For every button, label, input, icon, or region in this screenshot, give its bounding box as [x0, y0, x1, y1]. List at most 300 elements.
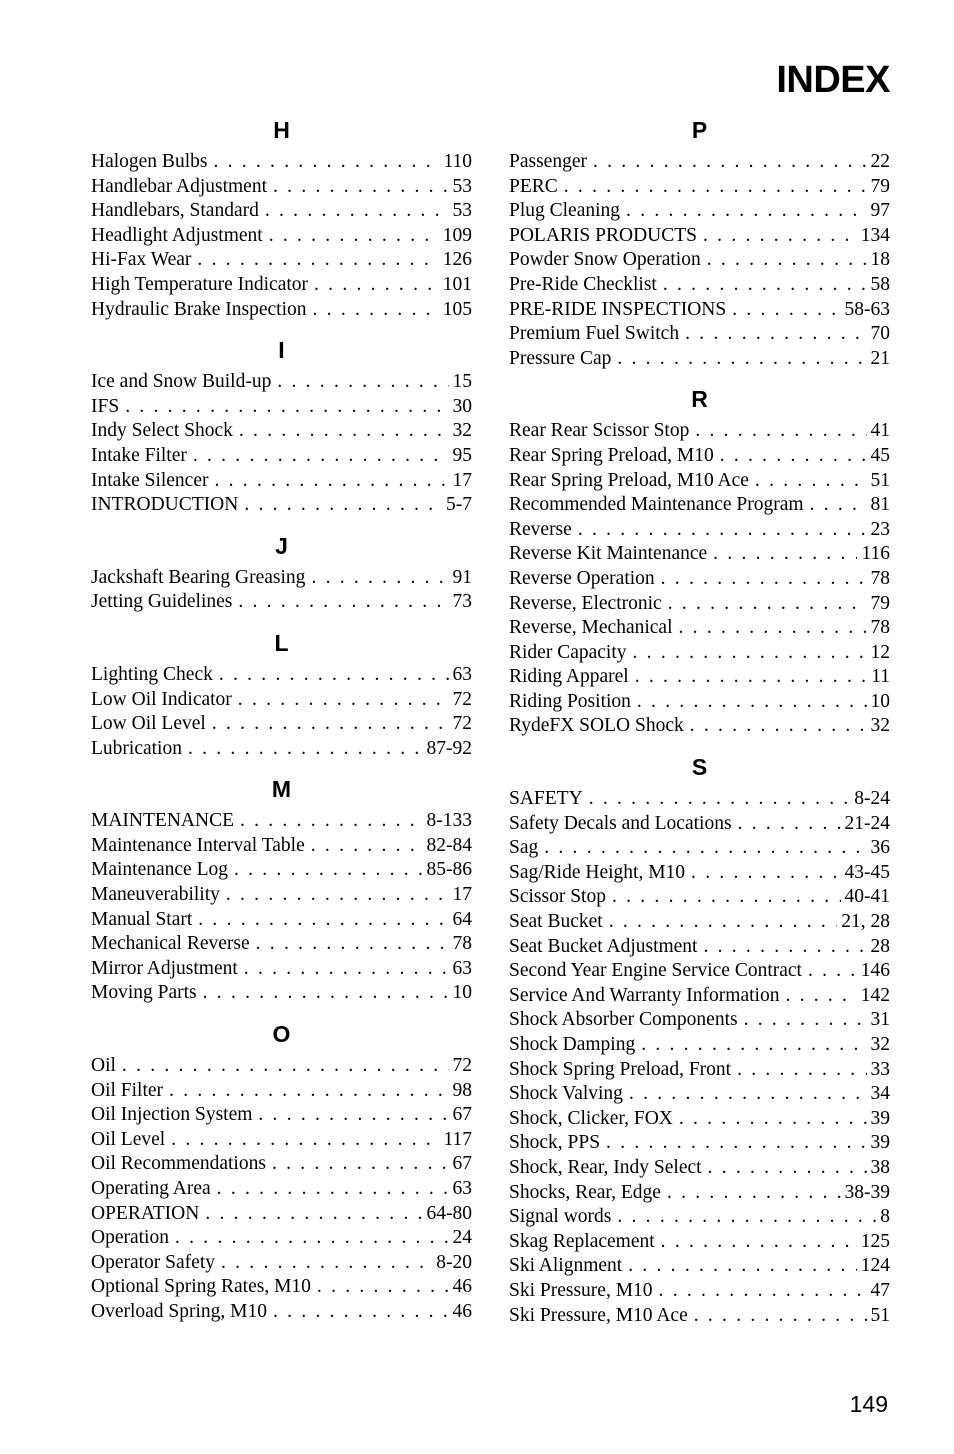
dot-leader — [277, 370, 448, 395]
entry-page-ref: 117 — [443, 1128, 472, 1150]
index-entry — [509, 175, 890, 200]
entry-term: Intake Filter — [91, 444, 187, 466]
section-letter: O — [272, 1021, 291, 1048]
index-section — [509, 385, 890, 739]
entry-page-ref: 70 — [870, 323, 890, 345]
entry-term: Riding Position — [509, 690, 631, 712]
dot-leader — [695, 419, 866, 444]
entry-page-ref: 28 — [870, 935, 890, 957]
index-entry — [91, 1152, 472, 1177]
entry-page-ref: 64-80 — [426, 1202, 472, 1224]
entry-page-ref: 30 — [452, 395, 472, 417]
dot-leader — [641, 1033, 866, 1058]
entry-page-ref: 33 — [870, 1058, 890, 1080]
index-entry — [91, 1226, 472, 1251]
entry-term: Ski Pressure, M10 Ace — [509, 1304, 688, 1326]
entry-term: PERC — [509, 175, 558, 197]
entry-term: SAFETY — [509, 788, 583, 810]
index-entry — [91, 1103, 472, 1128]
index-entry — [509, 419, 890, 444]
index-entry — [509, 690, 890, 715]
dot-leader — [311, 566, 448, 591]
index-entry — [509, 1205, 890, 1230]
index-entry — [91, 1300, 472, 1325]
index-entry — [509, 493, 890, 518]
entry-term: Halogen Bulbs — [91, 151, 208, 172]
index-entry — [509, 1279, 890, 1304]
dot-leader — [663, 273, 867, 298]
dot-leader — [272, 1152, 449, 1177]
index-entry — [509, 1058, 890, 1083]
entry-list — [509, 787, 890, 1328]
entry-page-ref: 79 — [870, 175, 890, 197]
dot-leader — [744, 1008, 867, 1033]
entry-term: Reverse Kit Maintenance — [509, 543, 708, 565]
dot-leader — [691, 861, 840, 886]
entry-term: Rear Rear Scissor Stop — [509, 420, 690, 442]
entry-page-ref: 47 — [870, 1279, 890, 1301]
entry-term: POLARIS PRODUCTS — [509, 224, 698, 246]
index-entry — [509, 592, 890, 617]
entry-page-ref: 85-86 — [426, 859, 472, 881]
entry-list — [91, 370, 472, 518]
entry-term: Jetting Guidelines — [91, 591, 233, 613]
index-entry — [509, 347, 890, 372]
dot-leader — [617, 1205, 876, 1230]
dot-leader — [667, 1181, 841, 1206]
index-entry — [509, 714, 890, 739]
index-section — [91, 532, 472, 615]
entry-term: Headlight Adjustment — [91, 224, 263, 246]
dot-leader — [785, 984, 856, 1009]
entry-page-ref: 63 — [452, 663, 472, 685]
entry-term: Rear Spring Preload, M10 Ace — [509, 469, 749, 491]
entry-page-ref: 5-7 — [446, 494, 472, 516]
entry-page-ref: 51 — [870, 1304, 890, 1326]
index-entry — [91, 712, 472, 737]
index-entry — [91, 1079, 472, 1104]
dot-leader — [661, 1230, 857, 1255]
entry-term: Riding Apparel — [509, 666, 629, 688]
entry-page-ref: 41 — [870, 420, 890, 442]
entry-term: Hi-Fax Wear — [91, 249, 192, 271]
entry-term: Service And Warranty Information — [509, 984, 780, 1006]
entry-term: Ice and Snow Build-up — [91, 371, 272, 393]
entry-term: Mirror Adjustment — [91, 957, 238, 979]
dot-leader — [685, 322, 866, 347]
dot-leader — [679, 1107, 867, 1132]
dot-leader — [258, 1103, 448, 1128]
entry-term: Oil Filter — [91, 1079, 164, 1101]
dot-leader — [273, 175, 448, 200]
index-entry — [509, 518, 890, 543]
index-entry — [91, 298, 472, 323]
dot-leader — [703, 224, 857, 249]
index-entry — [509, 1131, 890, 1156]
entry-page-ref: 53 — [452, 175, 472, 197]
index-entry — [509, 1082, 890, 1107]
index-entry — [509, 1304, 890, 1329]
index-entry — [91, 1202, 472, 1227]
entry-term: Maintenance Interval Table — [91, 834, 305, 856]
entry-page-ref: 58-63 — [844, 298, 890, 320]
entry-page-ref: 81 — [870, 494, 890, 516]
dot-leader — [544, 836, 866, 861]
index-entry — [91, 1251, 472, 1276]
entry-term: Scissor Stop — [509, 886, 606, 908]
entry-page-ref: 23 — [870, 518, 890, 540]
index-entry — [91, 370, 472, 395]
dot-leader — [694, 1304, 867, 1329]
entry-term: Pre-Ride Checklist — [509, 273, 657, 295]
entry-page-ref: 36 — [870, 837, 890, 859]
index-entry — [509, 910, 890, 935]
entry-page-ref: 126 — [442, 249, 472, 271]
entry-term: Hydraulic Brake Inspection — [91, 298, 307, 320]
index-column-right — [509, 116, 890, 1342]
index-entry — [509, 444, 890, 469]
dot-leader — [313, 298, 439, 323]
index-entry — [509, 199, 890, 224]
entry-term: Second Year Engine Service Contract — [509, 960, 802, 982]
dot-leader — [269, 224, 439, 249]
index-entry — [91, 444, 472, 469]
entry-page-ref: 18 — [870, 249, 890, 271]
index-entry — [509, 1107, 890, 1132]
index-entry — [91, 981, 472, 1006]
dot-leader — [122, 1054, 449, 1079]
index-entry — [509, 812, 890, 837]
index-entry — [509, 298, 890, 323]
index-column-left — [91, 116, 472, 1339]
dot-leader — [311, 834, 423, 859]
entry-page-ref: 109 — [442, 224, 472, 246]
index-entry — [509, 836, 890, 861]
index-entry — [509, 1230, 890, 1255]
index-entry — [509, 1181, 890, 1206]
entry-term: Oil — [91, 1055, 116, 1077]
index-entry — [91, 419, 472, 444]
dot-leader — [708, 1156, 867, 1181]
index-entry — [91, 809, 472, 834]
entry-page-ref: 15 — [452, 371, 472, 393]
entry-page-ref: 72 — [452, 1055, 472, 1077]
index-entry — [91, 1177, 472, 1202]
entry-page-ref: 10 — [452, 982, 472, 1004]
dot-leader — [188, 737, 423, 762]
dot-leader — [713, 542, 857, 567]
entry-page-ref: 51 — [870, 469, 890, 491]
entry-term: Operation — [91, 1227, 169, 1249]
entry-list — [91, 566, 472, 615]
dot-leader — [737, 1058, 866, 1083]
entry-page-ref: 10 — [870, 690, 890, 712]
entry-term: Reverse, Electronic — [509, 592, 662, 614]
index-entry — [509, 984, 890, 1009]
dot-leader — [226, 883, 449, 908]
dot-leader — [317, 1275, 449, 1300]
entry-term: MAINTENANCE — [91, 810, 234, 832]
entry-page-ref: 78 — [870, 567, 890, 589]
entry-term: Oil Injection System — [91, 1104, 253, 1126]
entry-term: Ski Pressure, M10 — [509, 1279, 653, 1301]
entry-term: Plug Cleaning — [509, 200, 621, 222]
index-entry — [509, 224, 890, 249]
entry-term: Mechanical Reverse — [91, 933, 250, 955]
entry-page-ref: 21-24 — [844, 812, 890, 834]
entry-term: Reverse — [509, 518, 572, 540]
dot-leader — [171, 1128, 439, 1153]
entry-term: Intake Silencer — [91, 469, 209, 491]
entry-page-ref: 125 — [860, 1230, 890, 1252]
dot-leader — [808, 959, 857, 984]
index-entry — [509, 1033, 890, 1058]
entry-list — [91, 1054, 472, 1325]
entry-term: Shock Absorber Components — [509, 1009, 738, 1031]
entry-page-ref: 31 — [870, 1009, 890, 1031]
index-entry — [509, 1008, 890, 1033]
dot-leader — [659, 1279, 867, 1304]
entry-page-ref: 8-133 — [426, 810, 472, 832]
entry-term: Pressure Cap — [509, 347, 612, 369]
entry-term: RydeFX SOLO Shock — [509, 715, 684, 737]
index-entry — [91, 663, 472, 688]
dot-leader — [273, 1300, 448, 1325]
entry-term: Manual Start — [91, 908, 193, 930]
entry-term: Shock, PPS — [509, 1132, 601, 1154]
index-entry — [509, 616, 890, 641]
entry-list — [509, 150, 890, 371]
section-letter: R — [691, 386, 708, 413]
entry-term: Jackshaft Bearing Greasing — [91, 566, 306, 588]
entry-page-ref: 21, 28 — [841, 911, 890, 933]
entry-term: Shocks, Rear, Edge — [509, 1181, 661, 1203]
entry-term: High Temperature Indicator — [91, 273, 309, 295]
section-letter: M — [271, 776, 292, 803]
entry-page-ref: 39 — [870, 1107, 890, 1129]
index-section — [509, 753, 890, 1328]
index-entry — [509, 1254, 890, 1279]
dot-leader — [215, 469, 449, 494]
entry-term: Shock Valving — [509, 1083, 623, 1105]
entry-page-ref: 67 — [452, 1153, 472, 1175]
dot-leader — [732, 298, 840, 323]
section-letter: J — [275, 532, 288, 559]
entry-term: Indy Select Shock — [91, 420, 233, 442]
entry-page-ref: 72 — [452, 713, 472, 735]
entry-term: Moving Parts — [91, 982, 197, 1004]
entry-page-ref: 8-20 — [436, 1251, 472, 1273]
entry-term: Handlebars, Standard — [91, 200, 259, 222]
dot-leader — [589, 787, 851, 812]
index-entry — [509, 1156, 890, 1181]
dot-leader — [635, 665, 868, 690]
dot-leader — [256, 932, 449, 957]
entry-term: Powder Snow Operation — [509, 249, 701, 271]
entry-term: Shock Damping — [509, 1034, 636, 1055]
dot-leader — [679, 616, 867, 641]
dot-leader — [738, 812, 841, 837]
entry-page-ref: 63 — [452, 957, 472, 979]
dot-leader — [629, 1082, 867, 1107]
entry-page-ref: 116 — [861, 543, 890, 565]
entry-page-ref: 79 — [870, 592, 890, 614]
index-entry — [509, 150, 890, 175]
dot-leader — [578, 518, 867, 543]
entry-page-ref: 58 — [870, 273, 890, 295]
entry-page-ref: 87-92 — [426, 737, 472, 759]
index-entry — [91, 395, 472, 420]
entry-page-ref: 38 — [870, 1156, 890, 1178]
index-entry — [91, 737, 472, 762]
index-entry — [509, 273, 890, 298]
entry-page-ref: 40-41 — [844, 886, 890, 908]
index-section — [91, 336, 472, 518]
index-entry — [91, 688, 472, 713]
entry-page-ref: 124 — [860, 1255, 890, 1277]
entry-page-ref: 17 — [452, 884, 472, 906]
entry-page-ref: 67 — [452, 1104, 472, 1126]
index-entry — [91, 224, 472, 249]
entry-page-ref: 95 — [452, 444, 472, 466]
index-section — [91, 629, 472, 761]
dot-leader — [633, 641, 867, 666]
index-entry — [509, 248, 890, 273]
dot-leader — [755, 469, 867, 494]
entry-page-ref: 146 — [860, 960, 890, 982]
section-letter: L — [274, 629, 289, 656]
entry-term: Oil Recommendations — [91, 1153, 266, 1175]
index-entry — [91, 175, 472, 200]
entry-page-ref: 134 — [860, 224, 890, 246]
dot-leader — [169, 1079, 448, 1104]
entry-page-ref: 73 — [452, 591, 472, 613]
entry-page-ref: 105 — [442, 298, 472, 320]
index-section — [91, 1020, 472, 1325]
dot-leader — [668, 592, 867, 617]
entry-page-ref: 72 — [452, 688, 472, 710]
dot-leader — [238, 590, 448, 615]
entry-term: Maneuverability — [91, 884, 220, 906]
dot-leader — [606, 1131, 866, 1156]
dot-leader — [707, 248, 867, 273]
index-entry — [509, 542, 890, 567]
dot-leader — [244, 493, 442, 518]
dot-leader — [661, 567, 867, 592]
entry-term: IFS — [91, 395, 120, 417]
dot-leader — [238, 688, 449, 713]
entry-page-ref: 12 — [870, 641, 890, 663]
index-section — [91, 775, 472, 1006]
entry-page-ref: 101 — [442, 273, 472, 295]
entry-list — [509, 419, 890, 739]
index-entry — [91, 957, 472, 982]
page-number: 149 — [849, 1391, 888, 1417]
dot-leader — [720, 444, 867, 469]
index-entry — [91, 908, 472, 933]
index-section — [91, 116, 472, 322]
dot-leader — [617, 347, 866, 372]
index-entry — [509, 641, 890, 666]
entry-page-ref: 32 — [452, 420, 472, 442]
entry-term: OPERATION — [91, 1202, 200, 1224]
entry-term: Sag/Ride Height, M10 — [509, 861, 686, 883]
entry-term: Operator Safety — [91, 1251, 215, 1273]
index-entry — [509, 665, 890, 690]
dot-leader — [703, 935, 866, 960]
index-entry — [91, 1054, 472, 1079]
entry-page-ref: 11 — [871, 666, 890, 688]
entry-page-ref: 21 — [870, 347, 890, 369]
entry-term: PRE-RIDE INSPECTIONS — [509, 298, 727, 320]
entry-list — [91, 150, 472, 322]
dot-leader — [612, 885, 841, 910]
entry-term: Recommended Maintenance Program — [509, 494, 804, 516]
entry-page-ref: 34 — [870, 1083, 890, 1105]
entry-term: Ski Alignment — [509, 1255, 623, 1277]
index-entry — [91, 858, 472, 883]
entry-term: Shock, Clicker, FOX — [509, 1107, 673, 1129]
index-entry — [509, 959, 890, 984]
entry-term: Safety Decals and Locations — [509, 812, 732, 834]
entry-term: Optional Spring Rates, M10 — [91, 1276, 311, 1298]
entry-page-ref: 43-45 — [844, 861, 890, 883]
entry-page-ref: 46 — [452, 1300, 472, 1322]
entry-term: Skag Replacement — [509, 1230, 655, 1252]
entry-page-ref: 32 — [870, 1034, 890, 1055]
dot-leader — [221, 1251, 432, 1276]
index-entry — [509, 885, 890, 910]
index-entry — [509, 469, 890, 494]
entry-term: Seat Bucket Adjustment — [509, 935, 698, 957]
entry-page-ref: 22 — [870, 151, 890, 172]
index-entry — [509, 935, 890, 960]
index-entry — [91, 590, 472, 615]
index-entry — [91, 199, 472, 224]
entry-term: Handlebar Adjustment — [91, 175, 268, 197]
entry-page-ref: 63 — [452, 1178, 472, 1199]
entry-term: Operating Area — [91, 1178, 211, 1199]
index-entry — [91, 493, 472, 518]
entry-term: Seat Bucket — [509, 911, 603, 933]
dot-leader — [690, 714, 867, 739]
index-entry — [509, 567, 890, 592]
entry-list — [91, 809, 472, 1006]
entry-term: Low Oil Level — [91, 713, 206, 735]
entry-page-ref: 46 — [452, 1276, 472, 1298]
entry-page-ref: 97 — [870, 200, 890, 222]
entry-term: INTRODUCTION — [91, 494, 239, 516]
entry-term: Overload Spring, M10 — [91, 1300, 268, 1322]
entry-page-ref: 142 — [860, 984, 890, 1006]
dot-leader — [219, 663, 449, 688]
section-letter: P — [691, 117, 708, 143]
entry-term: Oil Level — [91, 1128, 166, 1150]
dot-leader — [244, 957, 449, 982]
dot-leader — [203, 981, 449, 1006]
entry-term: Shock Spring Preload, Front — [509, 1058, 732, 1080]
entry-page-ref: 24 — [452, 1227, 472, 1249]
dot-leader — [125, 395, 448, 420]
entry-list — [91, 663, 472, 761]
dot-leader — [564, 175, 867, 200]
entry-term: Lubrication — [91, 737, 182, 759]
entry-term: Premium Fuel Switch — [509, 323, 680, 345]
index-entry — [91, 1128, 472, 1153]
entry-page-ref: 39 — [870, 1132, 890, 1154]
entry-term: Rear Spring Preload, M10 — [509, 444, 714, 466]
entry-page-ref: 91 — [452, 566, 472, 588]
